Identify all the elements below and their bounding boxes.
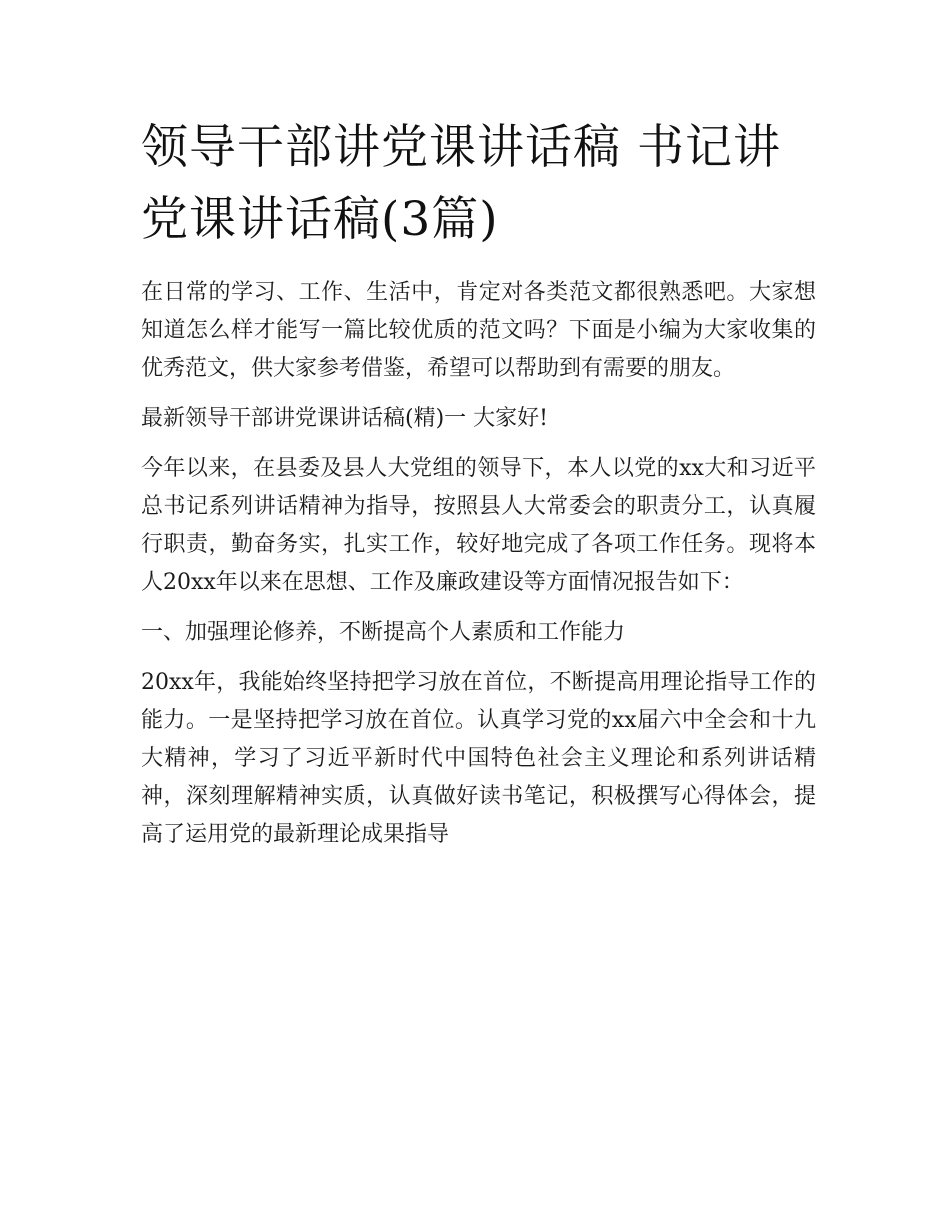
- document-body: [141, 268, 816, 860]
- document-title: 领导干部讲党课讲话稿 书记讲党课讲话稿(3篇): [141, 120, 781, 247]
- paragraph-subheading-one: 一、加强理论修养，不断提高个人素质和工作能力: [141, 620, 626, 645]
- paragraph-study: 20xx年，我能始终坚持把学习放在首位，不断提高用理论指导工作的能力。一是坚持把学习放在首位。认真学习党的xx届六中全会和十九大精神，学习了习近平新时代中国特色社会主义理论和系列讲话精神，深刻理解精神实质，认真做好读书笔记，积极撰写心得体会，提高了运用党的最新理论成果指导: [141, 670, 816, 847]
- paragraph-section-heading: 最新领导干部讲党课讲话稿(精)一 大家好!: [141, 406, 549, 431]
- paragraph-intro: 在日常的学习、工作、生活中，肯定对各类范文都很熟悉吧。大家想知道怎么样才能写一篇比较优质的范文吗？下面是小编为大家收集的优秀范文，供大家参考借鉴，希望可以帮助到有需要的朋友。: [141, 280, 816, 381]
- paragraph-report-opening: 今年以来，在县委及县人大党组的领导下，本人以党的xx大和习近平总书记系列讲话精神为指导，按照县人大常委会的职责分工，认真履行职责，勤奋务实，扎实工作，较好地完成了各项工作任务。现将本人20xx年以来在思想、工作及廉政建设等方面情况报告如下：: [141, 456, 816, 595]
- document-content: [141, 112, 816, 860]
